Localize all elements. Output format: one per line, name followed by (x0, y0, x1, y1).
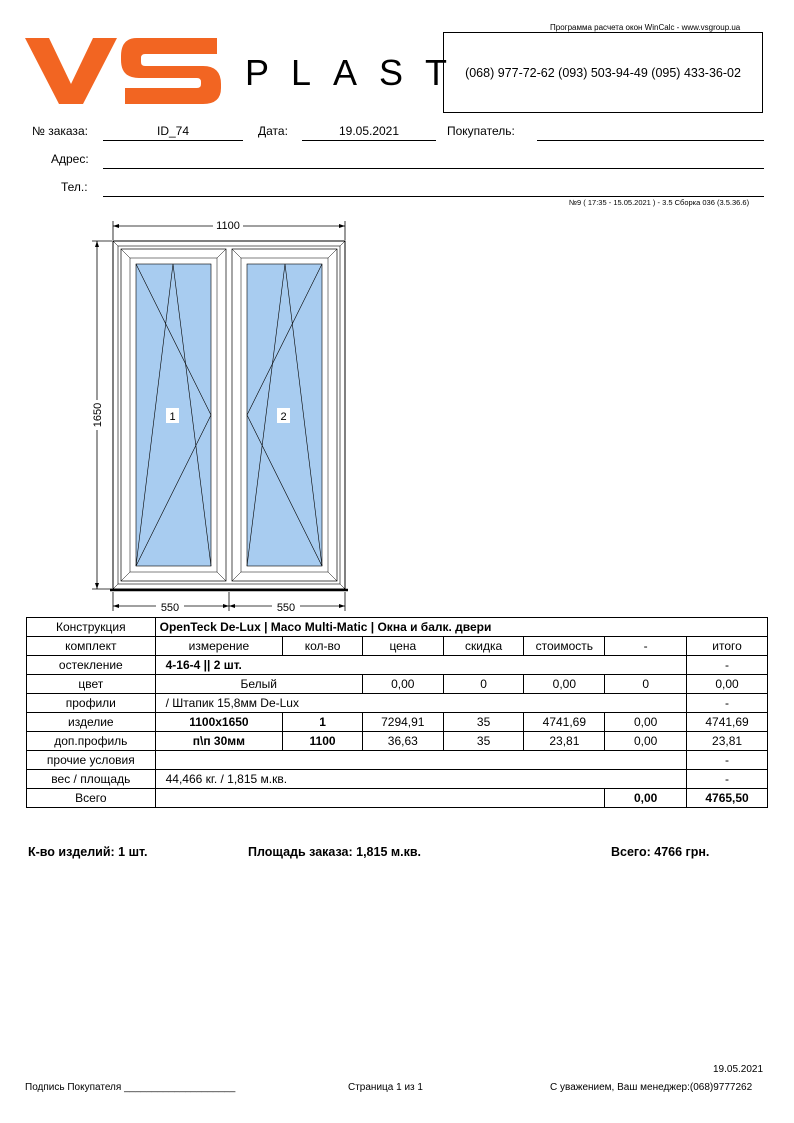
row-total: - (687, 656, 768, 675)
cell-qty: 1 (283, 713, 363, 732)
cell-size: п\п 30мм (155, 732, 283, 751)
sash-2-width: 550 (276, 602, 296, 614)
calc-note: №9 ( 17:35 - 15.05.2021 ) - 3.5 Сборка 036 (3.5.36.6) (569, 198, 750, 207)
table-row (27, 732, 768, 751)
footer-date: 19.05.2021 (713, 1064, 764, 1075)
row-label: доп.профиль (27, 732, 156, 751)
table-total-row (27, 789, 768, 808)
sash-2-label: 2 (280, 411, 287, 423)
row-total: - (687, 751, 768, 770)
weight-area-value: 44,466 кг. / 1,815 м.кв. (155, 770, 686, 789)
height-dimension: 1650 (92, 402, 104, 428)
table-row (27, 751, 768, 770)
cell-price: 0,00 (362, 675, 443, 694)
cell-qty: 1100 (283, 732, 363, 751)
row-label: цвет (27, 675, 156, 694)
construction-value: OpenTeck De-Lux | Maco Multi-Matic | Окна и балк. двери (155, 618, 767, 637)
color-value: Белый (155, 675, 362, 694)
address-label: Адрес: (51, 152, 89, 166)
column-header: кол-во (283, 637, 363, 656)
cell-discount: 0 (443, 675, 524, 694)
column-header: измерение (155, 637, 283, 656)
sash-1-width: 550 (160, 602, 180, 614)
cell-price: 36,63 (362, 732, 443, 751)
row-total: 23,81 (687, 732, 768, 751)
row-total: - (687, 770, 768, 789)
row-label: остекление (27, 656, 156, 675)
width-dimension: 1100 (216, 220, 240, 232)
column-header: стоимость (524, 637, 605, 656)
table-row (27, 694, 768, 713)
sash-1-label: 1 (169, 411, 176, 423)
row-label: Всего (27, 789, 156, 808)
phone-line (103, 196, 764, 197)
grand-total: 4765,50 (687, 789, 768, 808)
spec-table (26, 617, 768, 808)
row-total: - (687, 694, 768, 713)
cell-discount: 35 (443, 732, 524, 751)
column-header: итого (687, 637, 768, 656)
row-label: профили (27, 694, 156, 713)
total-blank (155, 789, 605, 808)
row-total: 0,00 (687, 675, 768, 694)
cell-extra: 0,00 (605, 713, 687, 732)
phone-numbers: (068) 977-72-62 (093) 503-94-49 (095) 433-36-02 (465, 65, 741, 80)
row-label: прочие условия (27, 751, 156, 770)
date-value: 19.05.2021 (338, 124, 400, 138)
table-row (27, 675, 768, 694)
total-extra: 0,00 (605, 789, 687, 808)
cell-price: 7294,91 (362, 713, 443, 732)
phone-box (443, 32, 763, 113)
table-row (27, 713, 768, 732)
column-header: цена (362, 637, 443, 656)
date-label: Дата: (258, 124, 288, 138)
cell-extra: 0,00 (605, 732, 687, 751)
cell-discount: 35 (443, 713, 524, 732)
window-drawing (80, 215, 370, 615)
cell-cost: 4741,69 (524, 713, 605, 732)
row-total: 4741,69 (687, 713, 768, 732)
items-count: К-во изделий: 1 шт. (28, 845, 148, 859)
cell-cost: 0,00 (524, 675, 605, 694)
column-header: скидка (443, 637, 524, 656)
cell-cost: 23,81 (524, 732, 605, 751)
row-label: Конструкция (27, 618, 156, 637)
table-header-row (27, 637, 768, 656)
phone-label: Тел.: (61, 180, 88, 194)
page-number: Страница 1 из 1 (348, 1082, 423, 1093)
program-note: Программа расчета окон WinCalc - www.vsgroup.ua (550, 23, 741, 32)
column-header: комплект (27, 637, 156, 656)
buyer-signature: Подпись Покупателя ____________________ (25, 1082, 236, 1093)
table-row (27, 618, 768, 637)
vs-logo-graphic (25, 36, 225, 106)
row-label: изделие (27, 713, 156, 732)
date-line (302, 140, 436, 141)
cell-size: 1100x1650 (155, 713, 283, 732)
table-row (27, 770, 768, 789)
glazing-value: 4-16-4 || 2 шт. (155, 656, 686, 675)
company-logo (25, 36, 225, 111)
order-total: Всего: 4766 грн. (611, 845, 710, 859)
order-number-line (103, 140, 243, 141)
buyer-label: Покупатель: (447, 124, 515, 138)
cell-extra: 0 (605, 675, 687, 694)
brand-word: PLAST (245, 52, 470, 93)
column-header: - (605, 637, 687, 656)
buyer-line (537, 140, 764, 141)
row-label: вес / площадь (27, 770, 156, 789)
table-row (27, 656, 768, 675)
order-area: Площадь заказа: 1,815 м.кв. (248, 845, 422, 859)
profile-value: / Штапик 15,8мм De-Lux (155, 694, 686, 713)
order-number-label: № заказа: (32, 124, 88, 138)
manager-contact: С уважением, Ваш менеджер:(068)9777262 (550, 1082, 753, 1093)
address-line (103, 168, 764, 169)
conditions-value (155, 751, 686, 770)
order-number-value: ID_74 (156, 124, 190, 138)
